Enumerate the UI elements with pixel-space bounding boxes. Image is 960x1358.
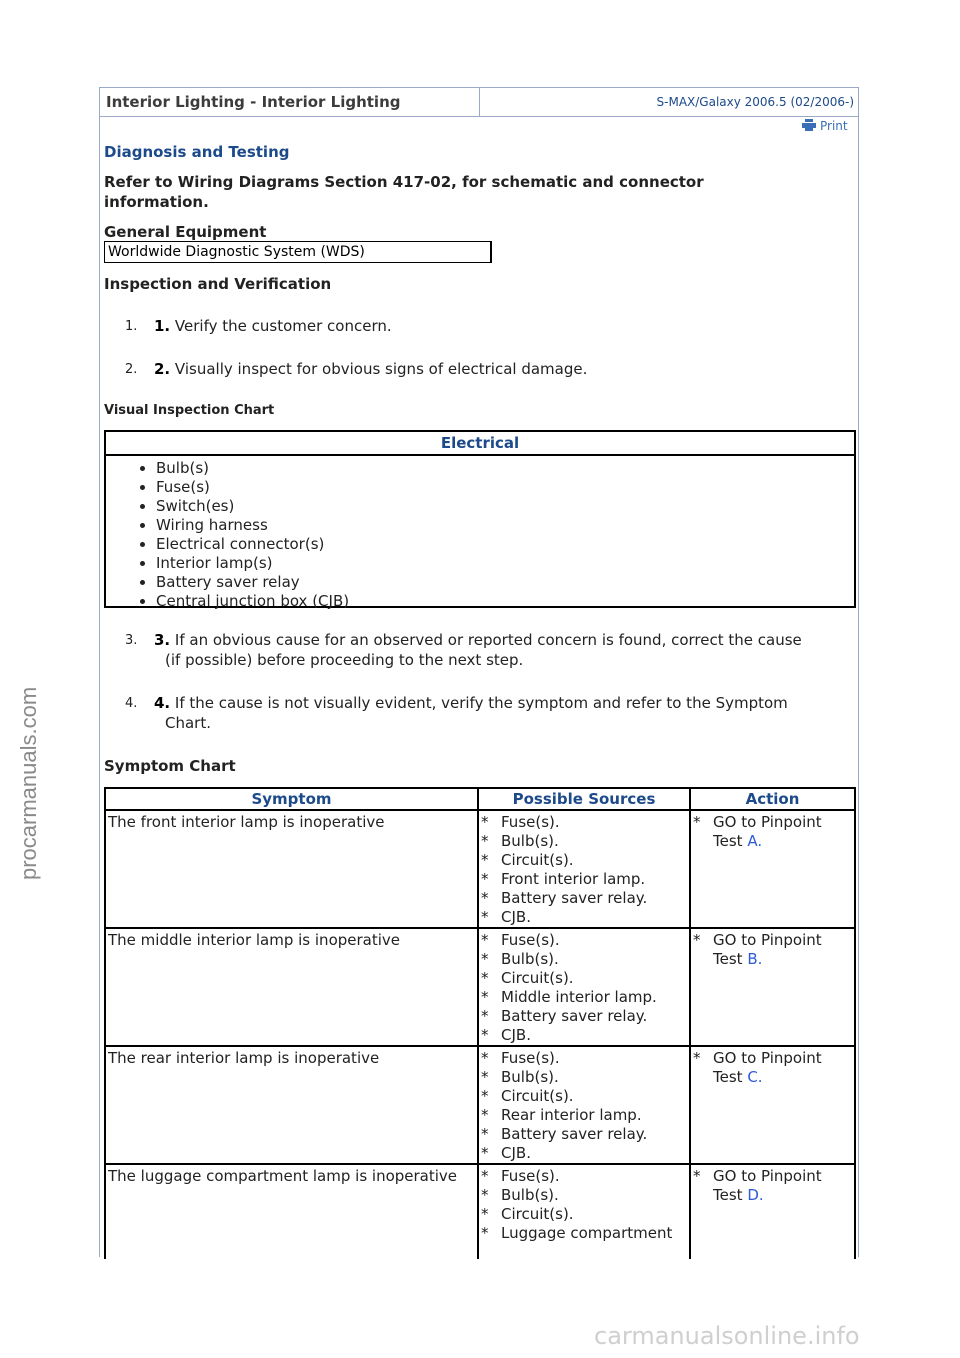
action-text: Test: [713, 950, 743, 968]
source-item: Battery saver relay.: [501, 1007, 648, 1025]
step-1: [154, 316, 392, 336]
column-header: Symptom: [105, 788, 478, 810]
column-header: Action: [690, 788, 855, 810]
table-row: [105, 810, 855, 928]
source-item: Bulb(s).: [501, 1068, 559, 1086]
refer-line-2: information.: [104, 193, 209, 211]
table-row: [105, 1046, 855, 1164]
source-item: Battery saver relay.: [501, 1125, 648, 1143]
action-cell: * GO to Pinpoint Test B.: [690, 928, 855, 1046]
step-2: [154, 359, 587, 379]
step-bold-num: 4.: [154, 694, 171, 712]
source-item: CJB.: [501, 1144, 531, 1162]
list-item: • Fuse(s): [156, 478, 854, 497]
step-4: [154, 693, 854, 733]
header-model: S-MAX/Galaxy 2006.5 (02/2006-): [656, 95, 854, 109]
list-item: • Electrical connector(s): [156, 535, 854, 554]
action-text: Test: [713, 1068, 743, 1086]
action-text: GO to Pinpoint: [713, 813, 822, 831]
visual-chart-title: Visual Inspection Chart: [104, 403, 275, 418]
general-equipment-item: Worldwide Diagnostic System (WDS): [104, 241, 492, 263]
step-bold-num: 3.: [154, 631, 171, 649]
symptom-cell: The middle interior lamp is inoperative: [105, 928, 478, 1046]
symptom-cell: The rear interior lamp is inoperative: [105, 1046, 478, 1164]
action-text: Test: [713, 832, 743, 850]
source-item: Luggage compartment: [501, 1224, 673, 1242]
symptom-chart-title: Symptom Chart: [104, 757, 236, 775]
symptom-cell: The front interior lamp is inoperative: [105, 810, 478, 928]
symptom-table: [104, 787, 856, 1259]
action-text: GO to Pinpoint: [713, 1167, 822, 1185]
symptom-cell: The luggage compartment lamp is inoperative: [105, 1164, 478, 1259]
step-text: If an obvious cause for an observed or reported concern is found, correct the cause: [174, 631, 802, 649]
step-text: Visually inspect for obvious signs of electrical damage.: [174, 360, 588, 378]
source-item: Circuit(s).: [501, 969, 574, 987]
list-item: • Bulb(s): [156, 459, 854, 478]
source-item: Rear interior lamp.: [501, 1106, 642, 1124]
source-item: Fuse(s).: [501, 813, 560, 831]
step-text-cont: Chart.: [165, 714, 211, 732]
source-item: Fuse(s).: [501, 1167, 560, 1185]
sources-cell: * Fuse(s). * Bulb(s). * Circuit(s). * Front interior lamp. * Battery saver relay. * CJB.: [478, 810, 690, 928]
step-3: [154, 630, 859, 670]
pinpoint-test-link[interactable]: C.: [747, 1068, 763, 1086]
action-cell: * GO to Pinpoint Test D.: [690, 1164, 855, 1259]
column-header: Possible Sources: [478, 788, 690, 810]
table-header-row: [105, 788, 855, 810]
step-number: 3.: [125, 633, 138, 648]
step-number: 2.: [125, 362, 138, 377]
action-text: Test: [713, 1186, 743, 1204]
source-item: Bulb(s).: [501, 1186, 559, 1204]
visual-inspection-table: [104, 430, 856, 608]
source-item: Circuit(s).: [501, 1205, 574, 1223]
source-item: Middle interior lamp.: [501, 988, 657, 1006]
inspection-title: Inspection and Verification: [104, 275, 332, 293]
section-title: Diagnosis and Testing: [104, 143, 290, 161]
action-cell: * GO to Pinpoint Test A.: [690, 810, 855, 928]
list-item: • Interior lamp(s): [156, 554, 854, 573]
general-equipment-label: General Equipment: [104, 223, 267, 241]
print-label: Print: [820, 119, 848, 133]
step-number: 4.: [125, 696, 138, 711]
source-item: Fuse(s).: [501, 1049, 560, 1067]
source-item: Bulb(s).: [501, 832, 559, 850]
side-watermark-text: procarmanuals.com: [16, 686, 41, 880]
source-item: Bulb(s).: [501, 950, 559, 968]
pinpoint-test-link[interactable]: B.: [747, 950, 763, 968]
step-text: If the cause is not visually evident, verify the symptom and refer to the Symptom: [174, 694, 788, 712]
action-text: GO to Pinpoint: [713, 931, 822, 949]
action-text: GO to Pinpoint: [713, 1049, 822, 1067]
step-text-cont: (if possible) before proceeding to the next step.: [165, 651, 524, 669]
side-watermark: [4, 500, 50, 900]
step-bold-num: 2.: [154, 360, 171, 378]
printer-icon: [802, 119, 816, 131]
source-item: Circuit(s).: [501, 851, 574, 869]
refer-note: [104, 172, 704, 212]
list-item: • Switch(es): [156, 497, 854, 516]
pinpoint-test-link[interactable]: D.: [747, 1186, 764, 1204]
source-item: Circuit(s).: [501, 1087, 574, 1105]
list-item: • Wiring harness: [156, 516, 854, 535]
list-item: • Battery saver relay: [156, 573, 854, 592]
source-item: Fuse(s).: [501, 931, 560, 949]
sources-cell: * Fuse(s). * Bulb(s). * Circuit(s). * Middle interior lamp. * Battery saver relay. * CJB.: [478, 928, 690, 1046]
sources-cell: * Fuse(s). * Bulb(s). * Circuit(s). * Luggage compartment: [478, 1164, 690, 1259]
table-row: [105, 928, 855, 1046]
table-row: [105, 1164, 855, 1259]
source-item: CJB.: [501, 908, 531, 926]
refer-line-1: Refer to Wiring Diagrams Section 417-02, for schematic and connector: [104, 173, 704, 191]
sources-cell: * Fuse(s). * Bulb(s). * Circuit(s). * Rear interior lamp. * Battery saver relay. * CJB.: [478, 1046, 690, 1164]
header-title: Interior Lighting - Interior Lighting: [100, 88, 480, 116]
print-button[interactable]: [802, 119, 848, 133]
step-text: Verify the customer concern.: [174, 317, 392, 335]
bottom-watermark: carmanualsonline.info: [594, 1322, 860, 1350]
list-item: • Central junction box (CJB): [156, 592, 854, 611]
action-cell: * GO to Pinpoint Test C.: [690, 1046, 855, 1164]
pinpoint-test-link[interactable]: A.: [747, 832, 763, 850]
document-header: [99, 87, 859, 117]
visual-items-list: [106, 459, 854, 611]
source-item: Battery saver relay.: [501, 889, 648, 907]
step-number: 1.: [125, 319, 138, 334]
source-item: CJB.: [501, 1026, 531, 1044]
visual-table-header: Electrical: [106, 432, 854, 456]
step-bold-num: 1.: [154, 317, 171, 335]
source-item: Front interior lamp.: [501, 870, 646, 888]
